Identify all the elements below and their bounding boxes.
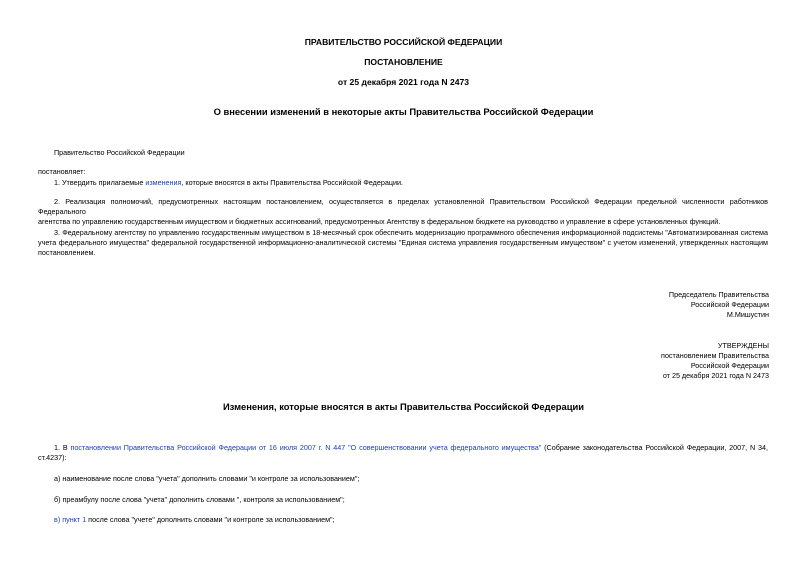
changes-link[interactable]: изменения [145, 178, 182, 187]
item-3-line-1: 3. Федеральному агентству по управлению государственным имуществом в 18-месячный срок обеспечить модернизацию программного обеспечения информационной подсистемы "Автоматизированная система [54, 228, 768, 237]
change-1-suffix: (Собрание законодательства Российской Федерации, 2007, N 34, [541, 443, 768, 452]
doc-date-heading: от 25 декабря 2021 года N 2473 [337, 77, 470, 87]
approved-country: Российской Федерации [690, 361, 769, 370]
item-1-suffix: , которые вносятся в акты Правительства Российской Федерации. [181, 178, 403, 187]
item-3-line-2: учета федерального имущества" федеральной государственной информационно-аналитической системы "Единая система управления государственным имуществом" с учетом изменений, утвержденных настоящим [38, 238, 768, 247]
item-1 [54, 178, 403, 188]
item-3 [38, 228, 768, 258]
doc-title: О внесении изменений в некоторые акты Правительства Российской Федерации [213, 106, 594, 117]
approved-block [661, 341, 769, 381]
change-1-line-2: ст.4237): [38, 453, 67, 462]
resolution-447-link[interactable]: постановлении Правительства Российской Федерации от 16 июля 2007 г. N 447 "О совершенствовании учета федерального имущества" [70, 443, 542, 452]
approved-by: постановлением Правительства [661, 351, 769, 360]
point-1-link[interactable]: пункт 1 [62, 515, 87, 524]
signature-name: М.Мишустин [726, 310, 769, 319]
doc-type-heading: ПОСТАНОВЛЕНИЕ [364, 57, 443, 67]
signature-country: Российской Федерации [690, 300, 769, 309]
org-heading: ПРАВИТЕЛЬСТВО РОССИЙСКОЙ ФЕДЕРАЦИИ [304, 37, 503, 47]
change-1-prefix: 1. В [54, 443, 71, 452]
change-1-v-prefix: в) [54, 515, 63, 524]
preamble-government: Правительство Российской Федерации [54, 148, 185, 157]
item-2 [38, 197, 768, 227]
approved-label: УТВЕРЖДЕНЫ [717, 341, 769, 350]
item-3-line-3: постановлением. [38, 248, 96, 257]
item-2-line-2: агентства по управлению государственным имуществом и бюджетных ассигнований, предусмотренных Агентству в федеральном бюджете на руководство и управление в сфере установленных функций. [38, 217, 721, 226]
item-1-prefix: 1. Утвердить прилагаемые [54, 178, 146, 187]
change-1-line-1 [38, 443, 768, 453]
change-1-b: б) преамбулу после слова "учета" дополнить словами ", контроля за использованием"; [54, 495, 345, 504]
change-1-v [54, 515, 335, 525]
item-2-line-1: 2. Реализация полномочий, предусмотренных настоящим постановлением, осуществляется в пределах установленной Правительством Российской Федерации предельной численности работников Федерального [38, 197, 768, 216]
change-1 [38, 443, 768, 463]
change-1-v-suffix: после слова "учете" дополнить словами "и контроле за использованием"; [86, 515, 335, 524]
signature-block [669, 290, 769, 320]
change-1-a: а) наименование после слова "учета" дополнить словами "и контроле за использованием"; [54, 474, 360, 483]
changes-title: Изменения, которые вносятся в акты Правительства Российской Федерации [222, 401, 585, 412]
approved-date: от 25 декабря 2021 года N 2473 [662, 371, 769, 380]
signature-position: Председатель Правительства [668, 290, 769, 299]
preamble-resolves: постановляет: [38, 167, 86, 176]
